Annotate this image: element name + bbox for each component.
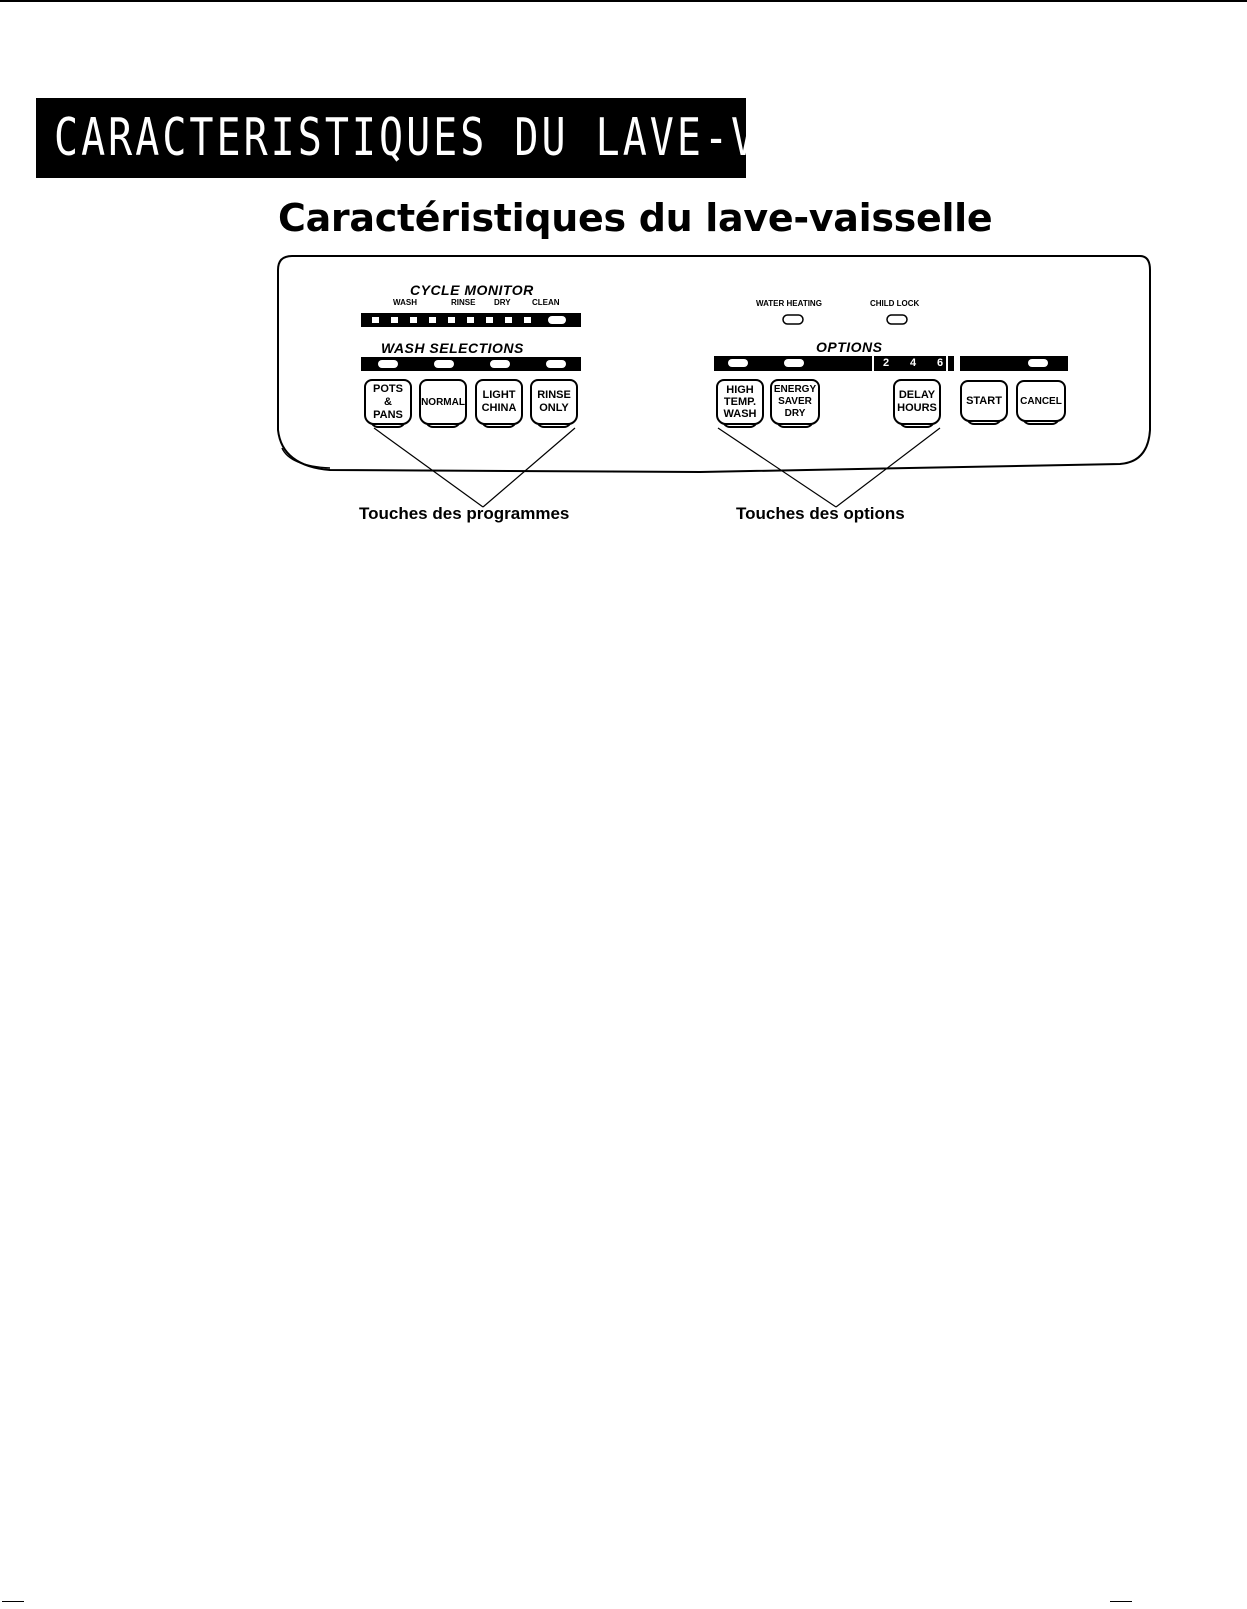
start-button[interactable]: START [960,380,1008,422]
delay-2-label: 2 [883,357,890,369]
options-caption: Touches des options [736,504,905,523]
stage-rinse-label: RINSE [451,298,476,307]
delay-6-label: 6 [937,357,944,369]
pots-pans-button[interactable]: POTS & PANS [364,379,412,425]
normal-button[interactable]: NORMAL [419,379,467,425]
water-heating-light [783,315,803,324]
stage-clean-label: CLEAN [532,298,560,307]
stage-wash-label: WASH [393,298,417,307]
options-strip [714,356,954,371]
light-china-button[interactable]: LIGHT CHINA [475,379,523,425]
water-heating-label: WATER HEATING [756,299,822,308]
delay-4-label: 4 [910,357,917,369]
child-lock-label: CHILD LOCK [870,299,920,308]
options-title: OPTIONS [816,339,883,355]
control-panel-illustration [0,0,1247,560]
cycle-monitor-title: CYCLE MONITOR [410,282,534,298]
footer-mark-left [2,1601,24,1602]
footer-mark-right [1110,1601,1132,1602]
banner-title: CARACTERISTIQUES DU LAVE-VAISSELLE [54,108,975,168]
programs-caption: Touches des programmes [359,504,570,523]
delay-hours-button[interactable]: DELAY HOURS [893,379,941,425]
rinse-only-button[interactable]: RINSE ONLY [530,379,578,425]
start-cancel-strip [960,356,1068,371]
high-temp-wash-button[interactable]: HIGH TEMP. WASH [716,379,764,425]
energy-saver-dry-button[interactable]: ENERGY SAVER DRY [770,379,820,425]
stage-dry-label: DRY [494,298,511,307]
wash-selections-title: WASH SELECTIONS [381,340,524,356]
cancel-button[interactable]: CANCEL [1016,380,1066,422]
child-lock-light [887,315,907,324]
page-heading: Caractéristiques du lave-vaisselle [278,196,993,240]
